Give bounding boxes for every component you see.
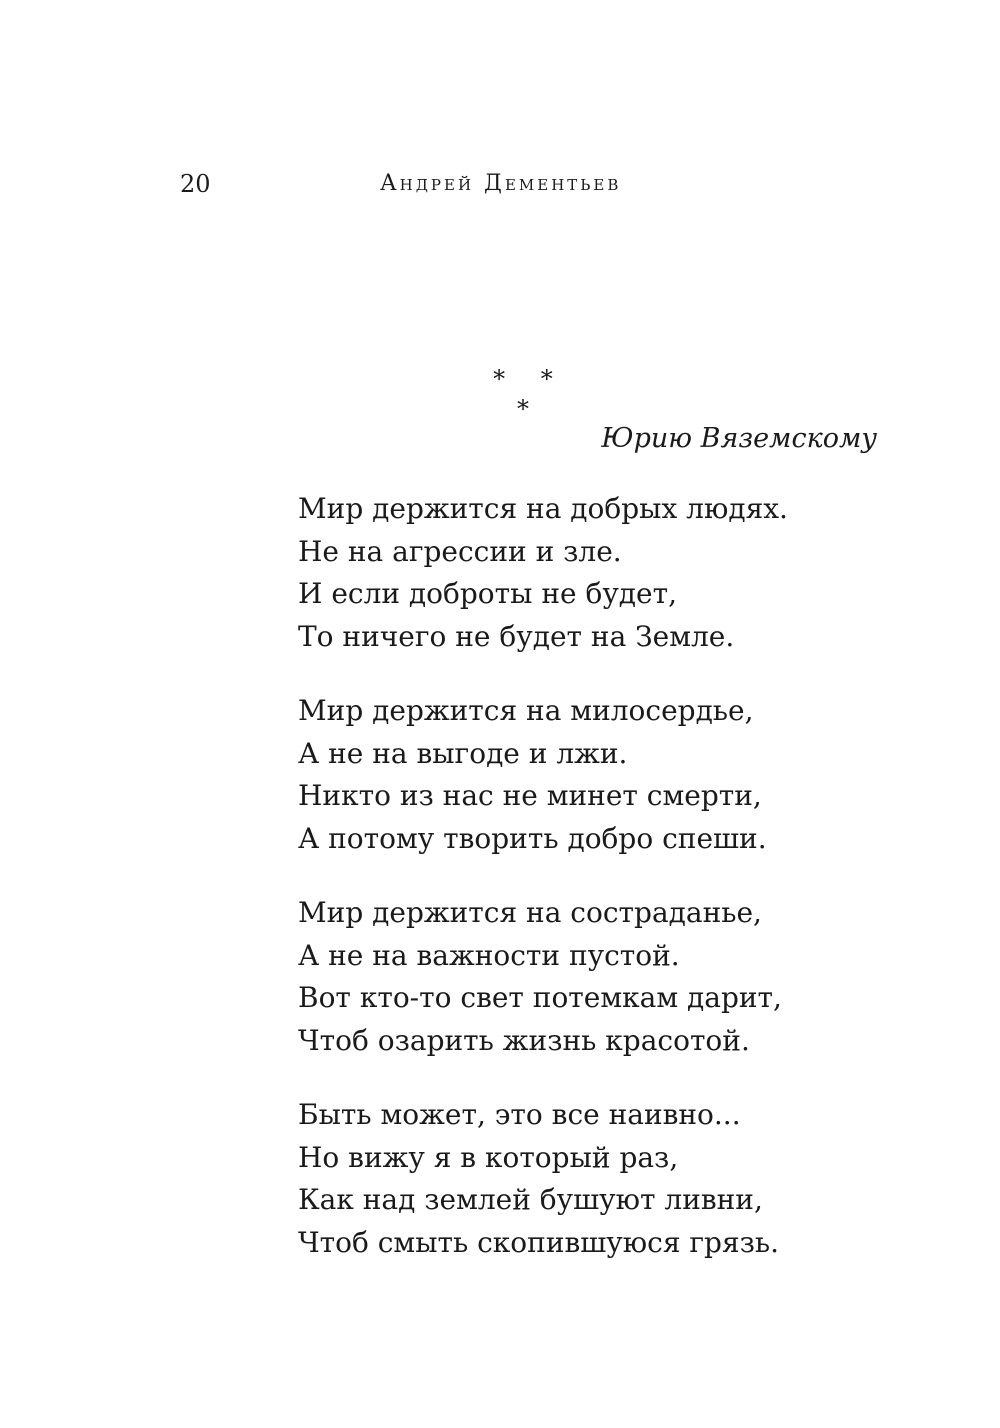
poem-line: Быть может, это все наивно... [298,1098,741,1131]
poem-body [298,488,898,1296]
poem-line: Чтоб озарить жизнь красотой. [298,1023,750,1057]
stanza-3 [298,892,898,1062]
poem-line: А не на важности пустой. [298,938,680,972]
stanza-1 [298,488,898,658]
stanza-4 [298,1094,898,1264]
section-separator: * * * [493,365,567,423]
running-head: Андрей Дементьев [380,171,622,196]
poem-dedication: Юрию Вяземскому [601,423,877,454]
poem-line: Как над землей бушуют ливни, [298,1183,763,1216]
poem-line: А не на выгоде и лжи. [298,736,628,770]
poem-line: Никто из нас не минет смерти, [298,779,762,812]
poem-line: Вот кто-то свет потемкам дарит, [298,981,782,1014]
stanza-2 [298,690,898,860]
poem-line: Не на агрессии и зле. [298,534,622,568]
page-number: 20 [180,170,211,198]
poem-line: Чтоб смыть скопившуюся грязь. [298,1225,780,1259]
poem-line: А потому творить добро спеши. [298,821,767,855]
poem-line: Но вижу я в который раз, [298,1140,679,1174]
poem-line: Мир держится на милосердье, [298,694,754,727]
poem-line: Мир держится на добрых людях. [298,492,788,525]
poem-line: И если доброты не будет, [298,577,677,610]
poem-line: Мир держится на состраданье, [298,896,762,929]
poem-line: То ничего не будет на Земле. [298,619,735,653]
